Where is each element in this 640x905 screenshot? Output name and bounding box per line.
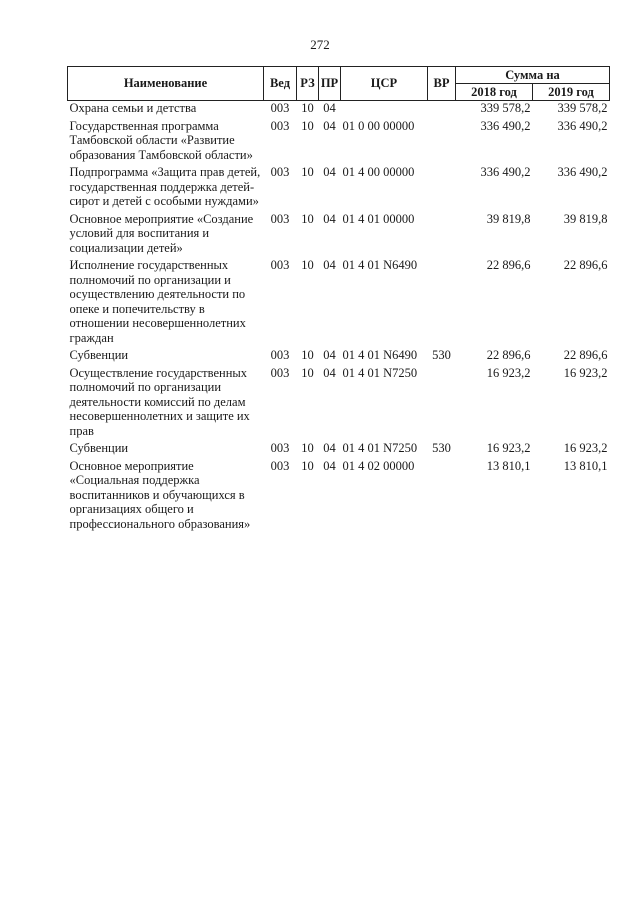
- cell-vr: [428, 212, 456, 259]
- cell-ved: 003: [270, 118, 290, 133]
- cell-csr: 01 4 00 00000: [342, 165, 415, 179]
- cell-csr: 01 4 01 N6490: [342, 348, 418, 362]
- table-row: [68, 459, 610, 535]
- cell-rz: 10: [301, 365, 314, 380]
- cell-name: Субвенции: [69, 348, 129, 362]
- cell-2018: 339 578,2: [480, 101, 531, 115]
- cell-rz: 10: [301, 165, 314, 179]
- cell-2018: 22 896,6: [486, 348, 531, 362]
- cell-rz: 10: [301, 101, 314, 115]
- cell-rz: 10: [301, 441, 314, 455]
- cell-name: Основное мероприятие «Создание условий для воспитания и социализации детей»: [69, 211, 254, 255]
- cell-vr: [428, 459, 456, 535]
- cell-vr: 530: [432, 441, 451, 455]
- cell-ved: 003: [270, 165, 290, 179]
- cell-csr: 01 4 01 00000: [342, 211, 415, 226]
- cell-csr: 01 4 01 N7250: [342, 365, 418, 380]
- cell-name: Охрана семьи и детства: [69, 101, 197, 115]
- cell-2018: 22 896,6: [486, 258, 531, 272]
- header-rz: РЗ: [297, 67, 319, 101]
- cell-pr: 04: [323, 458, 336, 473]
- budget-table: [67, 66, 610, 534]
- table-row: [68, 101, 610, 119]
- cell-rz: 10: [301, 258, 314, 272]
- cell-pr: 04: [323, 258, 336, 272]
- header-year-2019: 2019 год: [533, 84, 610, 101]
- header-sum: Сумма на: [456, 67, 610, 84]
- cell-2019: 22 896,6: [563, 348, 608, 362]
- cell-rz: 10: [301, 118, 314, 133]
- cell-2019: 336 490,2: [557, 165, 608, 179]
- cell-2018: 16 923,2: [486, 441, 531, 455]
- cell-name: Основное мероприятие «Социальная поддержка воспитанников и обучающихся в организациях общего и профессионального образования»: [69, 458, 251, 531]
- cell-rz: 10: [301, 348, 314, 362]
- cell-name: Государственная программа Тамбовской области «Развитие образования Тамбовской области»: [69, 118, 253, 162]
- cell-ved: 003: [270, 101, 290, 115]
- table-row: [68, 258, 610, 348]
- cell-2018: 336 490,2: [480, 165, 531, 179]
- cell-vr: [428, 119, 456, 166]
- table-row: [68, 212, 610, 259]
- cell-ved: 003: [270, 441, 290, 455]
- cell-csr: 01 4 01 N7250: [342, 441, 418, 455]
- table-row: [68, 348, 610, 366]
- cell-pr: 04: [323, 211, 336, 226]
- cell-2019: 339 578,2: [557, 101, 608, 115]
- cell-rz: 10: [301, 458, 314, 473]
- cell-2018: 16 923,2: [486, 365, 531, 380]
- table-row: [68, 366, 610, 442]
- cell-pr: 04: [323, 118, 336, 133]
- cell-2018: 39 819,8: [486, 211, 531, 226]
- page-number: 272: [310, 37, 330, 52]
- table-row: [68, 165, 610, 212]
- header-name: Наименование: [68, 67, 264, 101]
- cell-pr: 04: [323, 441, 336, 455]
- header-vr: ВР: [428, 67, 456, 101]
- cell-2019: 16 923,2: [563, 441, 608, 455]
- cell-ved: 003: [270, 458, 290, 473]
- cell-pr: 04: [323, 365, 336, 380]
- cell-csr: [341, 101, 428, 119]
- header-ved: Вед: [264, 67, 297, 101]
- cell-vr: [428, 165, 456, 212]
- header-csr: ЦСР: [341, 67, 428, 101]
- header-year-2018: 2018 год: [456, 84, 533, 101]
- cell-ved: 003: [270, 365, 290, 380]
- table-row: [68, 441, 610, 459]
- cell-2018: 13 810,1: [486, 458, 531, 473]
- cell-ved: 003: [270, 258, 290, 272]
- cell-rz: 10: [301, 211, 314, 226]
- cell-2019: 13 810,1: [563, 458, 608, 473]
- cell-ved: 003: [270, 348, 290, 362]
- cell-2019: 39 819,8: [563, 211, 608, 226]
- cell-vr: [428, 258, 456, 348]
- cell-2019: 16 923,2: [563, 365, 608, 380]
- cell-2018: 336 490,2: [480, 118, 531, 133]
- cell-csr: 01 0 00 00000: [342, 118, 415, 133]
- cell-csr: 01 4 01 N6490: [342, 258, 418, 272]
- cell-vr: [428, 366, 456, 442]
- cell-pr: 04: [323, 101, 336, 115]
- cell-name: Исполнение государственных полномочий по организации и осуществлению деятельности по опеке и попечительству в отношении несовершеннолетних граждан: [69, 258, 246, 345]
- cell-vr: 530: [432, 348, 451, 362]
- cell-name: Осуществление государственных полномочий по организации деятельности комиссий по делам несовершеннолетних и защите их прав: [69, 365, 250, 438]
- cell-pr: 04: [323, 348, 336, 362]
- cell-ved: 003: [270, 211, 290, 226]
- cell-2019: 336 490,2: [557, 118, 608, 133]
- cell-2019: 22 896,6: [563, 258, 608, 272]
- cell-name: Субвенции: [69, 441, 129, 455]
- cell-csr: 01 4 02 00000: [342, 458, 415, 473]
- cell-name: Подпрограмма «Защита прав детей, государственная поддержка детей-сирот и детей с особыми нуждами»: [69, 165, 261, 208]
- cell-vr: [428, 101, 456, 119]
- header-pr: ПР: [319, 67, 341, 101]
- cell-pr: 04: [323, 165, 336, 179]
- table-row: [68, 119, 610, 166]
